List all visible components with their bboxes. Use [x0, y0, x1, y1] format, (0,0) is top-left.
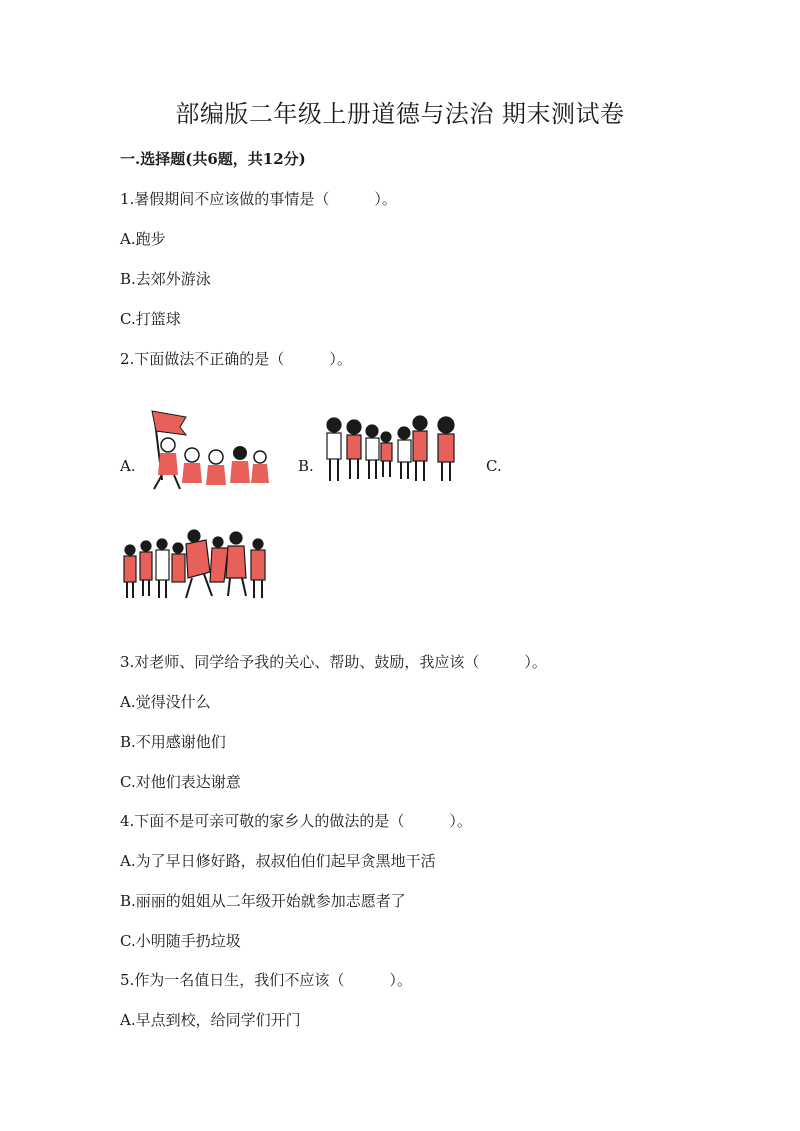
- question-3-option-c: C.对他们表达谢意: [120, 773, 241, 791]
- question-4-stem: 4.下面不是可亲可敬的家乡人的做法的是（ ）。: [120, 812, 472, 830]
- question-2-option-b-letter: B.: [298, 457, 314, 475]
- crowd-pushing-picture: [120, 522, 272, 602]
- question-4-option-b: B.丽丽的姐姐从二年级开始就参加志愿者了: [120, 892, 406, 910]
- question-3-stem: 3.对老师、同学给予我的关心、帮助、鼓励，我应该（ ）。: [120, 653, 547, 671]
- question-3-option-b: B.不用感谢他们: [120, 733, 226, 751]
- question-3-option-a: A.觉得没什么: [120, 693, 211, 711]
- question-1-option-b: B.去郊外游泳: [120, 270, 211, 288]
- page-title: 部编版二年级上册道德与法治 期末测试卷: [175, 100, 625, 128]
- question-2-stem: 2.下面做法不正确的是（ ）。: [120, 350, 352, 368]
- question-1-stem: 1.暑假期间不应该做的事情是（ ）。: [120, 190, 397, 208]
- section-heading: 一.选择题(共6题，共12分): [120, 150, 306, 168]
- question-5-option-a: A.早点到校，给同学们开门: [120, 1011, 301, 1029]
- question-5-stem: 5.作为一名值日生，我们不应该（ ）。: [120, 971, 412, 989]
- question-2-option-c-letter: C.: [486, 457, 502, 475]
- question-1-option-a: A.跑步: [120, 230, 166, 248]
- children-lining-up-picture: [322, 413, 460, 485]
- question-1-option-c: C.打篮球: [120, 310, 181, 328]
- question-2-option-a-letter: A.: [120, 457, 136, 475]
- question-4-option-a: A.为了早日修好路，叔叔伯伯们起早贪黑地干活: [120, 852, 436, 870]
- question-4-option-c: C.小明随手扔垃圾: [120, 932, 241, 950]
- children-marching-with-flag-picture: [140, 405, 272, 495]
